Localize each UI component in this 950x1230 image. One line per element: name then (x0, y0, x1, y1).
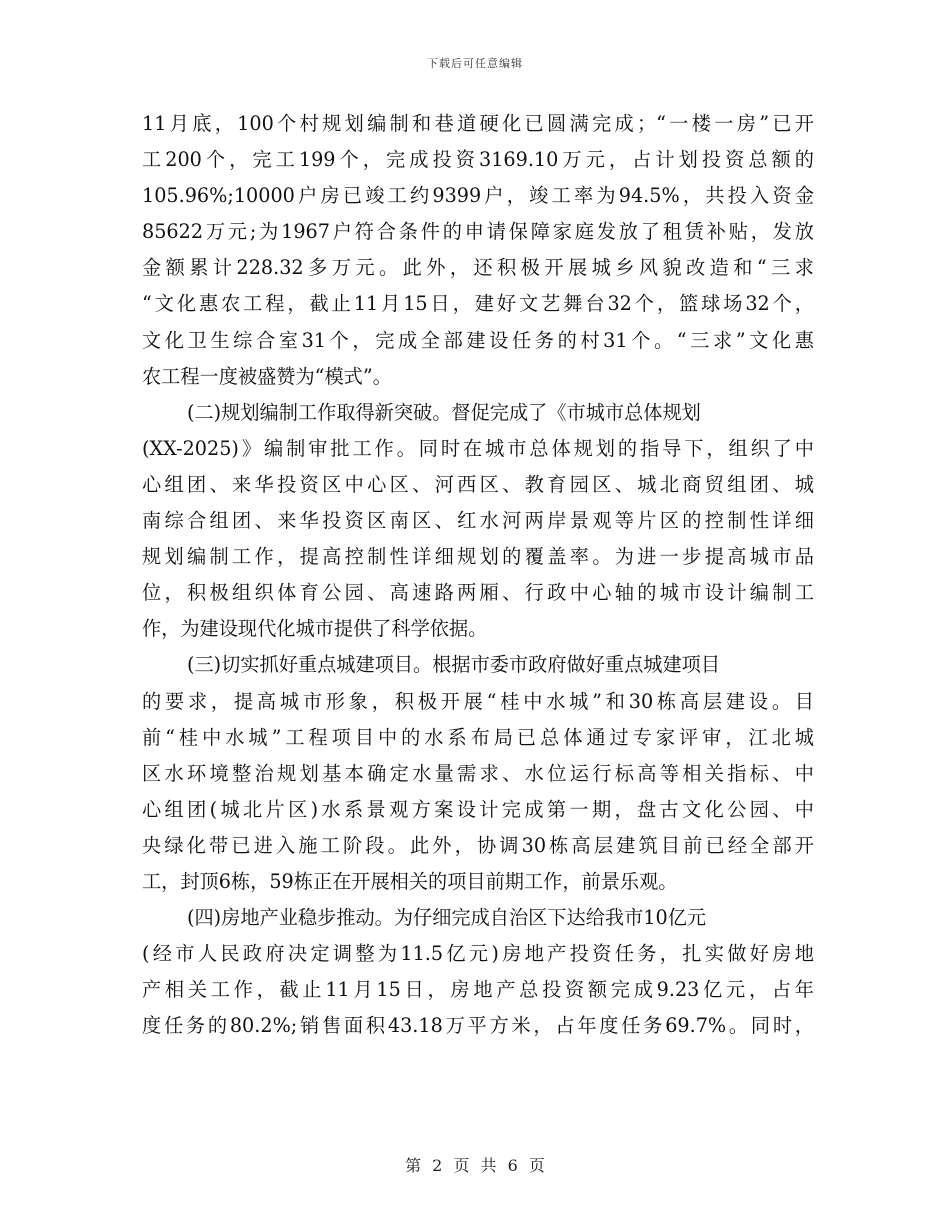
body-line: 文化卫生综合室31个，完成全部建设任务的村31个。“三求”文化惠 (142, 328, 814, 352)
body-line: (经市人民政府决定调整为11.5亿元)房地产投资任务，扎实做好房地 (142, 942, 814, 966)
section-heading-line: (四)房地产业稳步推动。为仔细完成自治区下达给我市10亿元 (187, 906, 707, 930)
body-line: 85622万元;为1967户符合条件的申请保障家庭发放了租赁补贴，发放 (142, 220, 814, 244)
body-line: 位，积极组织体育公园、高速路两厢、行政中心轴的城市设计编制工 (142, 581, 814, 605)
body-line: 区水环境整治规划基本确定水量需求、水位运行标高等相关指标、中 (142, 761, 814, 785)
body-line: 心组团、来华投资区中心区、河西区、教育园区、城北商贸组团、城 (142, 472, 814, 496)
page-number-footer: 第 2 页 共 6 页 (405, 1156, 545, 1175)
body-line: 工200个，完工199个，完成投资3169.10万元，占计划投资总额的 (142, 148, 814, 172)
section-heading-line: (三)切实抓好重点城建项目。根据市委市政府做好重点城建项目 (187, 653, 721, 677)
body-line: 规划编制工作，提高控制性详细规划的覆盖率。为进一步提高城市品 (142, 545, 814, 569)
body-line: 南综合组团、来华投资区南区、红水河两岸景观等片区的控制性详细 (142, 509, 814, 533)
body-line: 工，封顶6栋，59栋正在开展相关的项目前期工作，前景乐观。 (142, 869, 678, 893)
body-line: 作，为建设现代化城市提供了科学依据。 (142, 617, 488, 641)
body-line: 度任务的80.2%;销售面积43.18万平方米，占年度任务69.7%。同时， (142, 1014, 814, 1038)
body-line: 金额累计228.32多万元。此外，还积极开展城乡风貌改造和“三求 (142, 256, 814, 280)
document-body (142, 106, 814, 1044)
body-line: 央绿化带已进入施工阶段。此外，协调30栋高层建筑目前已经全部开 (142, 833, 814, 857)
section-heading-line: (二)规划编制工作取得新突破。督促完成了《市城市总体规划 (187, 400, 701, 424)
body-line: 的要求，提高城市形象，积极开展“桂中水城”和30栋高层建设。目 (142, 689, 814, 713)
body-line: 11月底，100个村规划编制和巷道硬化已圆满完成；“一楼一房”已开 (142, 112, 814, 135)
body-line: (XX-2025)》编制审批工作。同时在城市总体规划的指导下，组织了中 (142, 436, 814, 460)
body-line: 前“桂中水城”工程项目中的水系布局已总体通过专家评审，江北城 (142, 725, 814, 749)
body-line: 产相关工作，截止11月15日，房地产总投资额完成9.23亿元，占年 (142, 978, 814, 1002)
page-header: 下载后可任意编辑 (427, 57, 523, 70)
body-line: 105.96%;10000户房已竣工约9399户，竣工率为94.5%，共投入资金 (142, 184, 814, 208)
body-line: 心组团(城北片区)水系景观方案设计完成第一期，盘古文化公园、中 (142, 797, 814, 821)
body-line: “文化惠农工程，截止11月15日，建好文艺舞台32个，篮球场32个， (142, 292, 814, 316)
body-line: 农工程一度被盛赞为“模式”。 (142, 364, 392, 388)
